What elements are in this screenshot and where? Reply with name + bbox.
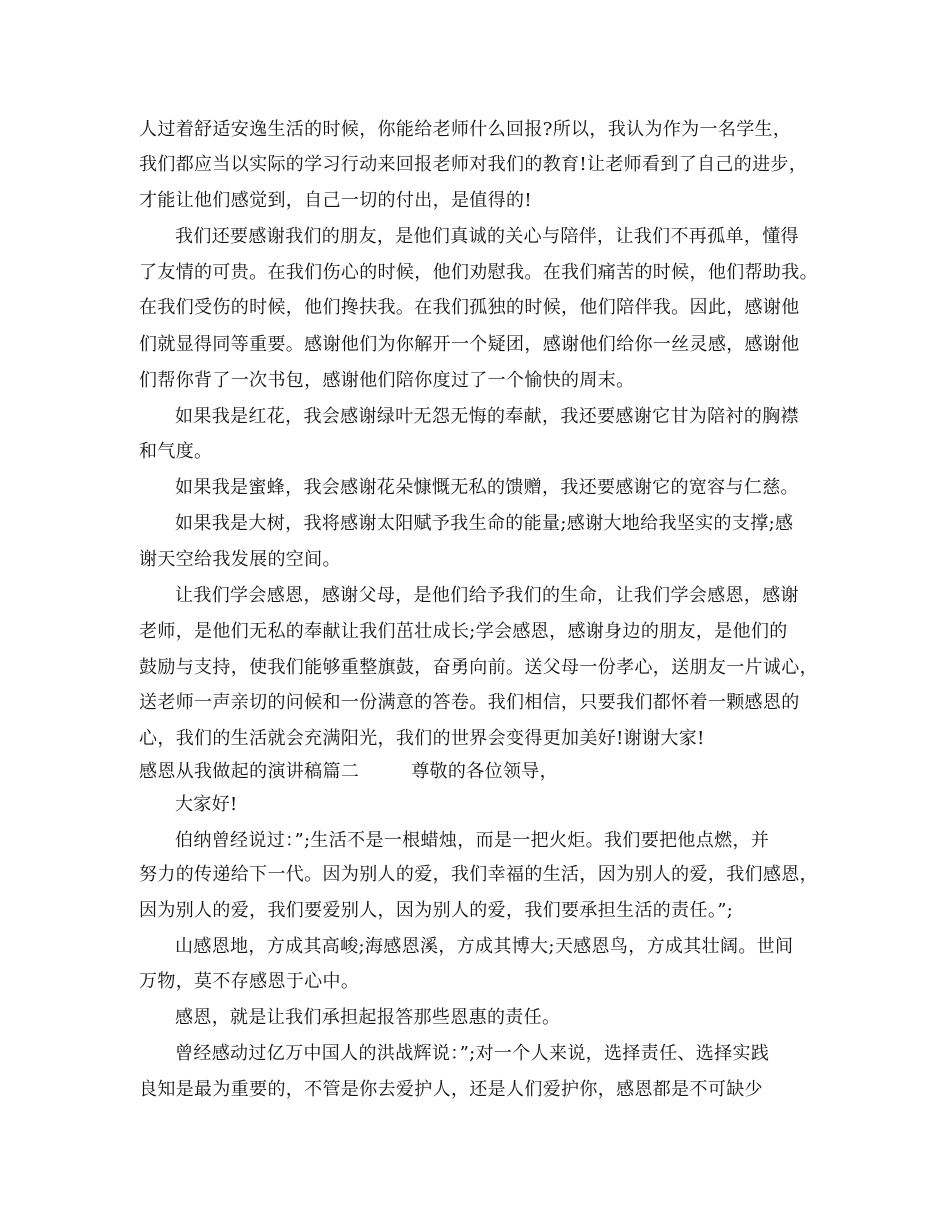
text-line: 才能让他们感觉到，自己一切的付出，是值得的! bbox=[139, 190, 532, 211]
salutation: 尊敬的各位领导， bbox=[411, 761, 559, 782]
text-line: 们就显得同等重要。感谢他们为你解开一个疑团，感谢他们给你一丝灵感，感谢他 bbox=[139, 334, 800, 355]
text-line: 心，我们的生活就会充满阳光，我们的世界会变得更加美好!谢谢大家! bbox=[139, 728, 705, 749]
text-line: 送老师一声亲切的问候和一份满意的答卷。我们相信，只要我们都怀着一颗感恩的 bbox=[139, 692, 800, 713]
text-line: 感恩，就是让我们承担起报答那些恩惠的责任。 bbox=[175, 1007, 561, 1028]
text-line: 们帮你背了一次书包，感谢他们陪你度过了一个愉快的周末。 bbox=[139, 370, 635, 391]
text-line: 大家好! bbox=[175, 794, 238, 815]
text-line: 因为别人的爱，我们要爱别人，因为别人的爱，我们要承担生活的责任。”; bbox=[139, 900, 734, 921]
text-line: 曾经感动过亿万中国人的洪战辉说：”;对一个人来说，选择责任、选择实践 bbox=[175, 1043, 770, 1064]
text-line: 我们还要感谢我们的朋友，是他们真诚的关心与陪伴，让我们不再孤单，懂得 bbox=[175, 226, 799, 247]
text-line: 人过着舒适安逸生活的时候，你能给老师什么回报?所以，我认为作为一名学生， bbox=[139, 119, 792, 140]
text-line: 山感恩地，方成其高峻;海感恩溪，方成其博大;天感恩鸟，方成其壮阔。世间 bbox=[175, 936, 794, 957]
text-line: 如果我是蜜蜂，我会感谢花朵慷慨无私的馈赠，我还要感谢它的宽容与仁慈。 bbox=[175, 477, 799, 498]
text-line: 如果我是大树，我将感谢太阳赋予我生命的能量;感谢大地给我坚实的支撑;感 bbox=[175, 513, 794, 534]
text-line: 万物，莫不存感恩于心中。 bbox=[139, 971, 360, 992]
section-heading bbox=[139, 761, 829, 783]
text-line: 老师，是他们无私的奉献让我们茁壮成长;学会感恩，感谢身边的朋友，是他们的 bbox=[139, 621, 788, 642]
text-line: 了友情的可贵。在我们伤心的时候，他们劝慰我。在我们痛苦的时候，他们帮助我。 bbox=[139, 262, 818, 283]
text-line: 在我们受伤的时候，他们搀扶我。在我们孤独的时候，他们陪伴我。因此，感谢他 bbox=[139, 297, 800, 318]
text-line: 努力的传递给下一代。因为别人的爱，我们幸福的生活，因为别人的爱，我们感恩， bbox=[139, 864, 818, 885]
text-line: 让我们学会感恩，感谢父母，是他们给予我们的生命，让我们学会感恩，感谢 bbox=[175, 585, 799, 606]
text-line: 鼓励与支持，使我们能够重整旗鼓，奋勇向前。送父母一份孝心，送朋友一片诚心， bbox=[139, 657, 818, 678]
text-line: 伯纳曾经说过：”;生活不是一根蜡烛，而是一把火炬。我们要把他点燃，并 bbox=[175, 830, 770, 851]
text-line: 如果我是红花，我会感谢绿叶无怨无悔的奉献，我还要感谢它甘为陪衬的胸襟 bbox=[175, 406, 799, 427]
text-line: 良知是最为重要的，不管是你去爱护人，还是人们爱护你，感恩都是不可缺少 bbox=[139, 1079, 763, 1100]
text-line: 和气度。 bbox=[139, 441, 213, 462]
section-title: 感恩从我做起的演讲稿篇二 bbox=[139, 761, 360, 782]
text-line: 谢天空给我发展的空间。 bbox=[139, 549, 341, 570]
text-line: 我们都应当以实际的学习行动来回报老师对我们的教育!让老师看到了自己的进步， bbox=[139, 154, 808, 175]
